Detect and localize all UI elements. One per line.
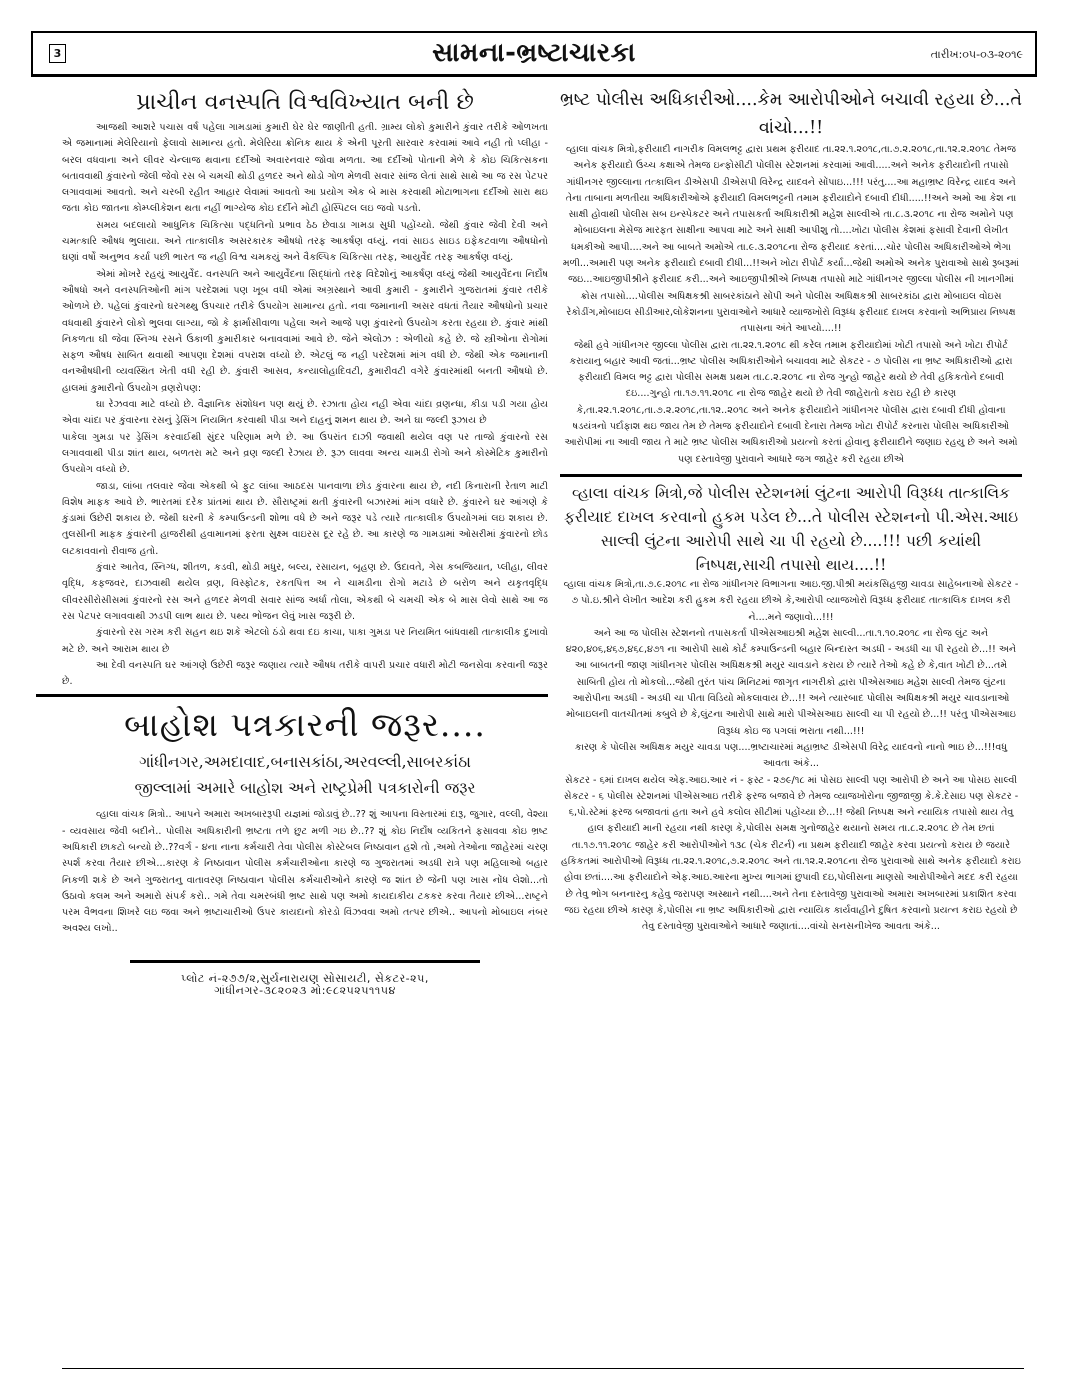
article-paragraph: વ્હાલા વાંચક મિત્રો,તા.૭.૯.૨૦૧૮ ના રોજ ગાંધીનગર વિભાગના આઇ.જી.પીશ્રી મયંકસિહજી ચાવડા સાહેબનાઓ સેકટર - ૭ પો.ઇ.શ્રીને લેખીત આદેશ કરી હુકમ કરી રહયા છીએ કે,આરોપી વ્યાજખોરો વિરૂધ્ધ ફરીયાદ તાત્કાલિક દાખલ કરી ને....મને જણાવો...!!! [563,578,1019,623]
article-paragraph: જાડા, લાંબા તલવાર જેવા એકથી બે ફુટ લાંબા આઠદસ પાનવાળા છોડ કુંવારના થાય છે, નદી કિનારાની રેતાળ માટી વિશેષ માફક આવે છે. ભારતમાં દરેક પ્રાંતમાં થાય છે. સૌરાષ્ટ્રમાં થતી કુંવારની બઝારમાં માંગ વધારે છે. કુંવારને ઘર આંગણે કે કુંડામાં ઉછેરી શકાય છે. જેથી ઘરની કે કમ્પાઉન્ડની શોભા વધે છે અને જરૂર પડે ત્યારે તાત્કાલીક ઉપયોગમાં લઇ શકાય છે. તુલસીની માફક કુંવારની હાજરીથી હવામાનમાં ફરતા સુક્ષ્મ વાઇરસ દૂર રહે છે. આ કારણે જ ગામડામાં ઓસરીમાં કુંવારનો છોડ લટકાવવાનો રીવાજ હતો. [62,480,549,557]
left-column [62,86,548,997]
ad-subtitle-districts: ગાંધીનગર,અમદાવાદ,બનાસકાંઠા,અરવલ્લી,સાબરકાંઠા [139,753,471,772]
masthead [31,31,1037,77]
ad-subtitle-requirement: જીલ્લામાં અમારે બાહોશ અને રાષ્ટ્રપ્રેમી પત્રકારોની જરૂર [134,779,476,798]
page-number: 3 [49,44,66,63]
newspaper-title: સામના-ભ્રષ્ટાચારકા [432,38,636,68]
ad-body: વ્હાલા વાંચક મિત્રો.. આપને અમારા અખબારરૂપી યજ્ઞમાં જોડાવું છે..?? શું આપના વિસ્તારમાં દારૂ, જુગાર, વલ્લી, વેશ્યા - વ્યવસાય જેવી બદીને.. પોલીસ અધિકારીની ભ્રષ્ટતા તળે છુટ મળી ગઇ છે..?? શું કોઇ નિર્દોષ વ્યકિતને ફસાવવા કોઇ ભ્રષ્ટ અધિકારી છાકટો બન્યો છે..??વર્ગ - ૪ના નાના કર્મચારી તેવા પોલીસ કોસ્ટેબલ નિષ્ઠાવાન હશે તો ,અમો તેઓના જાહેરમાં ચરણ સ્પર્શ કરવા તૈયાર છીએ...કારણ કે નિષ્ઠાવાન પોલીસ કર્મચારીઓના કારણે જ ગુજરાતમાં અડધી રાત્રે પણ મહિલાઓ બહાર નિકળી શકે છે અને ગુજરાતનુ વાતાવરણ નિષ્ઠાવાન પોલીસ કર્મચારીઓને કારણે જ શાંત છે જેની પણ ખાસ નોંધ લેશો...તો ઉઠાવો કલમ અને અમારો સંપર્ક કરો.. ગમે તેવા ચમરબંધી ભ્રષ્ટ સાથે પણ અમો કાયદાકીય ટકકર કરવા તૈયાર છીએ...રાષ્ટ્રને પરમ વૈભવના શિખરે લઇ જવા અને ભ્રષ્ટાચારીઓ ઉપર કાયદાનો કોરડો વિંઝવવા અમો તત્પર છીએ.. આપનો મોબાઇલ નંબર અવશ્ય લખો.. [62,809,548,935]
article-paragraph: જેથી હવે ગાંધીનગર જીલ્લા પોલીસ દ્વારા તા.૨૨.૧.૨૦૧૮ થી કરેલ તમામ ફરીયાદોમાં ખોટી તપાસો અને ખોટા રીપોર્ટ કરાયાનુ બહાર આવી જતાં...ભ્રષ્ટ પોલીસ અધિકારીઓને બચાવવા માટે સેકટર - ૭ પોલીસ ના ભ્રષ્ટ અધિકારીઓ દ્વારા ફરીયાદી વિમલ ભટ્ટ દ્વારા પોલીસ સમક્ષ પ્રથમ તા.૮.૨.૨૦૧૮ ના રોજ ગુન્હો જાહેર થયો છે તેવી હકિકતોને દબાવી દઇ....ગુન્હો તા.૧૭.૧૧.૨૦૧૮ ના રોજ જાહેર થયો છે તેવી જાહેરાતો કરાઇ રહી છે કારણ કે,તા.૨૨.૧.૨૦૧૮,તા.૭.૨.૨૦૧૮,તા.૧૨..૨૦૧૮ અને અનેક ફરીયાદોને ગાંધીનગર પોલીસ દ્વારા દબાવી દીધી હોવાના ષડયંત્રનો પર્દાફાશ થઇ જાય તેમ છે તેમજ ફરીયાદોને દબાવી દેનારા તેમજ ખોટા રીપોર્ટ કરનારા પોલીસ અધિકારીઓ આરોપીમાં ના આવી જાય તે માટે ભ્રષ્ટ પોલીસ અધિકારીઓ પ્રયત્નો કરતાં હોવાનુ ફરીયાદીને જણાઇ રહયુ છે અને અમો પણ દસ્તાવેજી પુરાવાને આધારે જગ જાહેર કરી રહયા છીએ [564,339,1018,465]
psi-article [560,481,1022,936]
article-paragraph: કુંવાર આતેવ, સ્નિગ્ધ, શીતળ, કડવી, થોડી મધુર, બલ્ય, રસાયન, બૃહણ છે. ઉદાવતે, ગેસ કબજિયાત, પ્લીહા, લીવર વૃદ્ધિ, કફજવર, દાઝવાથી થયેલ વ્રણ, વિસ્ફોટક, રકતપિત્ત અ ને ચામડીના રોગો મટાડે છે બરોળ અને યકૃતવૃદ્ધિ લીવરસીરોસીસમાં કુંવારનો રસ અને હળદર મેળવી સવાર સાંજ અર્ધા તોલા, એકથી બે ચમચી એક બે માસ લેવો સાથે આ જ રસ પેટપર લગાવવાથી ઝડપી લાભ થાય છે. પથ્ય ભોજન લેવું ખાસ જરૂરી છે. [62,562,548,622]
journalist-wanted-ad [62,701,548,996]
article-paragraph: સેકટર - ૬માં દાખલ થયેલ એફ.આઇ.આર નં - ફસ્ટ - ૨૭૯/૧૮ માં પોસઇ સાલ્વી પણ આરોપી છે અને આ પોસઇ સાલ્વી સેકટર - ૬ પોલીસ સ્ટેશનમાં પીએસઆઇ તરીકે ફરજ બજાવે છે તેમજ વ્યાજખોરોના જીજાજી કે.કે.દેસાઇ પણ સેકટર - ૬,પો.સ્ટેમાં ફરજ બજાવતાં હતા અને હવે કલોલ સીટીમાં પહોંચ્યા છે...!! જેથી નિષ્પક્ષ અને ન્યાયિક તપાસો થાય તેવુ હાલ ફરીયાદી માની રહયા નથી કારણ કે,પોલીસ સમક્ષ ગુનોજાહેર થયાનો સમય તા.૮.૨.૨૦૧૮ છે તેમ છતાં તા.૧૭.૧૧.૨૦૧૮ જાહેર કરી આરોપીઓને ૧૩૮ (ચેક રીટર્ન) ના પ્રથમ ફરીયાદી જાહેર કરવા પ્રયત્નો કરાય છે જયારે હકિકતમાં આરોપીઓ વિરૂધ્ધ તા.૨૨.૧.૨૦૧૮,૭.૨.૨૦૧૮ અને તા.૧૨.૨.૨૦૧૮ના રોજ પુરાવાઓ સાથે અનેક ફરીયાદો કરાઇ હોવા છતાં....આ ફરીયાદોને એફ.આઇ.આરના મુખ્ય ભાગમાં છુપાવી દઇ,પોલીસના માણસો આરોપીઓને મદદ કરી રહયા છે તેવુ ભોગ બનનારનુ કહેવુ જરાપણ અસ્થાને નથી....અને તેના દસ્તાવેજી પુરાવાઓ અમારા અખબારમાં પ્રકાશિત કરવા જઇ રહયા છીએ કારણ કે,પોલીસ ના ભ્રષ્ટ અધિકારીઓ દ્વારા ન્યાયિક કાર્યવાહીને દુષિત કરવાનો પ્રયત્ન કરાઇ રહયો છે તેવુ દસ્તાવેજી પુરાવાઓને આધારે જણાતાં....વાંચો સનસનીખેજ આવતા અંકે... [561,774,1021,933]
herbal-article [62,86,548,690]
article-headline: પ્રાચીન વનસ્પતિ વિશ્વવિખ્યાત બની છે [136,89,474,115]
police-article [560,86,1022,468]
address-divider [130,960,480,963]
article-headline: ભ્રષ્ટ પોલીસ અધિકારીઓ....કેમ આરોપીઓને બચાવી રહયા છે...તે વાંચો...!! [560,90,1023,138]
address-line: પ્લોટ નં-૨૭૭/૨,સુર્યનારાયણ સોસાયટી, સેકટર-૨૫, [181,971,429,985]
article-paragraph: અને આ જ પોલીસ સ્ટેશનનો તપાસકર્તા પીએસઆઇશ્રી મહેશ સાલ્વી...તા.૧.૧૦.૨૦૧૮ ના રોજ લુંટ અને ૪૨૦,૪૦૬,૪૬૭,૪૬૮,૪૭૧ ના આરોપી સાથે કોર્ટ કમ્પાઉન્ડની બહાર બિન્દાસ્ત અડધી - અડધી ચા પી રહયો છે...!! અને આ બાબતની જાણ ગાંધીનગર પોલીસ અધિક્ષકશ્રી મયુર ચાવડાને કરાય છે ત્યારે તેઓ કહે છે કે,વાત ખોટી છે...તમે સાબિતી હોય તો મોકલો...જેથી તુરંત પાંચ મિનિટમાં જાગૃત નાગરીકો દ્વારા પીએસઆઇ મહેશ સાલ્વી તેમજ લુંટના આરોપીના અડધી - અડધી ચા પીતા વિડિયો મોકલાવાય છે...!! અને ત્યારબાદ પોલીસ અધિક્ષકશ્રી મયુર ચાવડાનાઓ મોબાઇલની વાતચીતમાં કબુલે છે કે,લુંટના આરોપી સાથે મારો પીએસઆઇ સાલ્વી ચા પી રહયો છે...!! પરંતુ પીએસઆઇ વિરૂધ્ધ કોઇ જ પગલાં ભરાતા નથી...!!! [565,627,1017,737]
article-paragraph: કુંવારનો રસ ગરમ કરી સહન થઇ શકે એટલો ઠંડો થવા દઇ કાચા, પાકા ગુમડા પર નિયમિત બાંધવાથી તાત્કાલીક દુખાવો મટે છે. અને આરામ થાય છે [62,627,548,655]
right-column [560,86,1022,935]
article-paragraph: આજથી આશરે પચાસ વર્ષ પહેલા ગામડામાં કુમારી ઘેર ઘેર જાણીતી હતી. ગ્રામ્ય લોકો કુમારીને કુંવાર તરીકે ઓળખતા એ જમાનામાં મેલેરિયાનો ફેલાવો સામાન્ય હતો. મેલેરિયા ક્રોનિક થાય કે એની પૂરતી સારવાર કરવામાં આવે નહી તો પ્લીહા - બરલ વધવાના અને લીવર ચેન્લાજ થવાના દર્દીઓ અવારનવાર જોવા મળતા. આ દર્દીઓ પોતાની મેળે કે કોઇ ચિકિત્સકના બતાવવાથી કુંવારનો જેલી જેવો રસ બે ચમચી થોડી હળદર અને થોડો ગોળ મેળવી સવાર સાંજ લેતાં સાથે સાથે આ જ રસ પેટપર લગાવવામાં આવતો. અને ચરબી રહીત આહાર લેવામાં આવતો આ પ્રયોગ એક બે માસ કરવાથી મોટાભાગના દર્દીઓ સારા થઇ જતા કોઇ જાતના કોમ્પ્લીકેશન થતા નહીં ભાગ્યેજ કોઇ દર્દીને મોટી હોસ્પિટલ લઇ જવો પડતો. [62,122,548,215]
article-paragraph: આ દેવી વનસ્પતિ ઘર આંગણે ઉછેરી જરૂર જણાય ત્યારે ઔષધ તરીકે વાપરી પ્રચાર વધારી મોટી જનસેવા કરવાની જરૂર છે. [62,659,548,688]
ad-title: બાહોશ પત્રકારની જરૂર.... [124,705,486,745]
article-paragraph: સમય બદલાયો આધુનિક ચિકિત્સા પદ્ધતિનો પ્રભાવ ઠેઠ છેવાડા ગામડા સુધી પહોંચ્યો. જેથી કુંવાર જેવી દેવી અને ચમત્કારિ ઔષધ ભુલાયા. અને તાત્કાલીક અસરકારક ઔષધો તરફ આકર્ષણ વધ્યું. નવાં સાઇડ સાઇડ ઇફેકટવાળા ઔષધોનો ઘણાં વર્ષો અનુભવ કર્યા પછી ભારત જ નહી વિશ્વ ચમકયું અને વૈકલ્પિક ચિકિત્સા તરફ, આયુર્વેદ તરફ આકર્ષણ વધ્યું. [62,219,548,264]
column-divider [552,86,553,1366]
section-divider [36,694,548,697]
article-paragraph: એમાં મોખરે રહયું આયુર્વેદ. વનસ્પતિ અને આયુર્વેદના સિદ્ધાંતો તરફ વિદેશોનું આકર્ષણ વધ્યું જેથી આયુર્વેદના નિર્દોષ ઔષધો અને વનસ્પતિઓની માંગ પરદેશમાં પણ ખૂબ વધી એમાં અગ્રસ્થાને આવી કુમારી - કુમારીને ગુજરાતમાં કુંવાર તરીકે ઓળખે છે. પહેલાં કુંવારનો ઘરગથ્થુ ઉપચાર તરીકે ઉપયોગ સામાન્ય હતો. નવા જમાનાની અસર વધતાં તૈયાર ઔષધોનો પ્રચાર વધવાથી કુંવારને લોકો ભુલવા લાગ્યા, જો કે ફાર્માસીવાળા પહેલા અને આજે પણ કુંવારનો ઉપયોગ કરતા રહયા છે. કુંવાર માંથી નિકળતા ઘી જેવા સ્નિગ્ધ રસને ઉકાળી કુમારીકાર બનાવવામાં આવે છે. જેને એલોઝ : એળીયો કહે છે. જે સ્ત્રીઓના રોગોમાં સફળ ઔષધ સાબિત થવાથી આપણા દેશમાં વપરાશ વધ્યો છે. એટલું જ નહી પરદેશમાં માંગ વધી છે. જેથી એક જમાનાની વનઔષધીની વ્યવસ્થિત ખેતી વધી રહી છે. કુંવારી આસવ, કન્યાલોહાદિવટી, કુમારીવટી વગેરે કુંવારમાંથી બનતી ઔષધો છે. હાલમાં કુમારીનો ઉપયોગ વ્રણરોપણ: [62,268,548,394]
article-paragraph: પાકેલા ગુમડા પર ડ્રેસિંગ કરવાઈથી સુંદર પરિણામ મળે છે. આ ઉપરાંત દાઝી જવાથી થયેલ વણ પર તાજો કુંવારનો રસ લગાવવાથી પીડા શાંત થાય, બળતરા મટે અને વ્રણ જલ્દી રેઝાય છે. રૂઝ લાવવા અન્ય ચામડી રોગો અને કોસ્મેટિક કુમારીનો ઉપયોગ વધ્યો છે. [62,431,548,476]
article-paragraph: ઘા રેઝવવા માટે વધ્યો છે. વૈજ્ઞાનિક સંશોધન પણ થયું છે. રઝાતા હોય નહી એવા ચાંદા વ્રણન્ધા, કીડા પડી ગયા હોય એવા ચાંદા પર કુંવારના રસનું ડ્રેસિંગ નિયમિત કરવાથી પીડા અને દાહનું શમન થાય છે. અને ઘા જલ્દી રૂઝાય છે [62,399,548,427]
article-headline: વ્હાલા વાંચક મિત્રો,જે પોલીસ સ્ટેશનમાં લુંટના આરોપી વિરૂધ્ધ તાત્કાલિક ફરીયાદ દાખલ કરવાનો હુકમ પડેલ છે...તે પોલીસ સ્ટેશનનો પી.એસ.આઇ સાલ્વી લુંટના આરોપી સાથે ચા પી રહયો છે....!!! પછી કયાંથી નિષ્પક્ષ,સાચી તપાસો થાય....!! [563,483,1019,574]
article-paragraph: કારણ કે પોલીસ અધિક્ષક મયુર ચાવડા પણ....ભ્રષ્ટાચારમાં મહાભ્રષ્ટ ડીએસપી વિરેદ્ર યાદવનો નાનો ભાઇ છે...!!!વધુ આવતા અંકે... [574,741,1008,770]
issue-date: તારીખ:૦૫-૦૩-૨૦૧૯ [930,48,1023,61]
article-paragraph: વ્હાલા વાંચક મિત્રો,ફરીયાદી નાગરીક વિમલભટ્ટ દ્વારા પ્રથમ ફરીયાદ તા.૨૨.૧.૨૦૧૮,તા.૭.૨.૨૦૧૮,તા.૧૨.૨.૨૦૧૮ તેમજ અનેક ફરીયાદો ઉચ્ચ કક્ષાએ તેમજ ઇન્ફોસીટી પોલીસ સ્ટેશનમાં કરવામાં આવી.....અને અનેક ફરીયાદોની તપાસો ગાંધીનગર જીલ્લાના તત્કાલિન ડીએસપી ડીએસપી વિરેન્દ્ર યાદવને સોંપાઇ...!!! પરંતુ....આ મહાભ્રષ્ટ વિરેન્દ્ર યાદવ અને તેના તાબાના મળતીયા અધિકારીઓએ ફરીયાદી વિમલભટ્ટની તમામ ફરીયાદોને દબાવી દીધી.....!!અને અમો આ કેશ ના સાક્ષી હોવાથી પોલીસ સબ ઇન્સ્પેકટર અને તપાસકર્તા અધિકારીશ્રી મહેશ સાલ્વીએ તા.૮.૩.૨૦૧૮ ના રોજ અમોને પણ મોબાઇલના મેસેજ મારફત સાક્ષીના આપવા માટે અને સાક્ષી આપીશુ તો....ખોટા પોલીસ કેશમાં ફસાવી દેવાની લેખીત ધમકીઓ આપી....અને આ બાબતે અમોએ તા.૯.૩.૨૦૧૮ના રોજ ફરીયાદ કરતાં....ચોર પોલીસ અધિકારીઓએ ભેગા મળી...અમારી પણ અનેક ફરીયાદો દબાવી દીધી...!!અને ખોટા રીપોર્ટ કર્યા...જેથી અમોએ અનેક પુરાવાઓ સાથે રૂબરૂમાં જઇ...આઇજીપીશ્રીને ફરીયાદ કરી...અને આઇજીપીશ્રીએ નિષ્પક્ષ તપાસો માટે ગાંધીનગર જીલ્લા પોલીસ ની ખાનગીમાં ક્રોસ તપાસો....પોલીસ અધિક્ષકશ્રી સાબરકાંઠાને સોંપી અને પોલીસ અધિક્ષકશ્રી સાબરકાંઠા દ્વારા મોબાઇલ વોઇસ રેકોડીંગ,મોબાઇલ સીડીઆર,લોકેશનના પુરાવાઓને આધારે વ્યાજખોરો વિરૂધ્ધ ફરીયાદ દાખલ કરવાનો અભિપ્રાય નિષ્પક્ષ તપાસના અંતે આપ્યો....!! [562,144,1020,335]
section-divider [560,474,1022,477]
address-contact: ગાંધીનગર-૩૮૨૦૨૩ મો:૯૮૨૫૨૫૧૧૫૪ [214,983,396,997]
page-bottom-rule [62,1368,1024,1369]
